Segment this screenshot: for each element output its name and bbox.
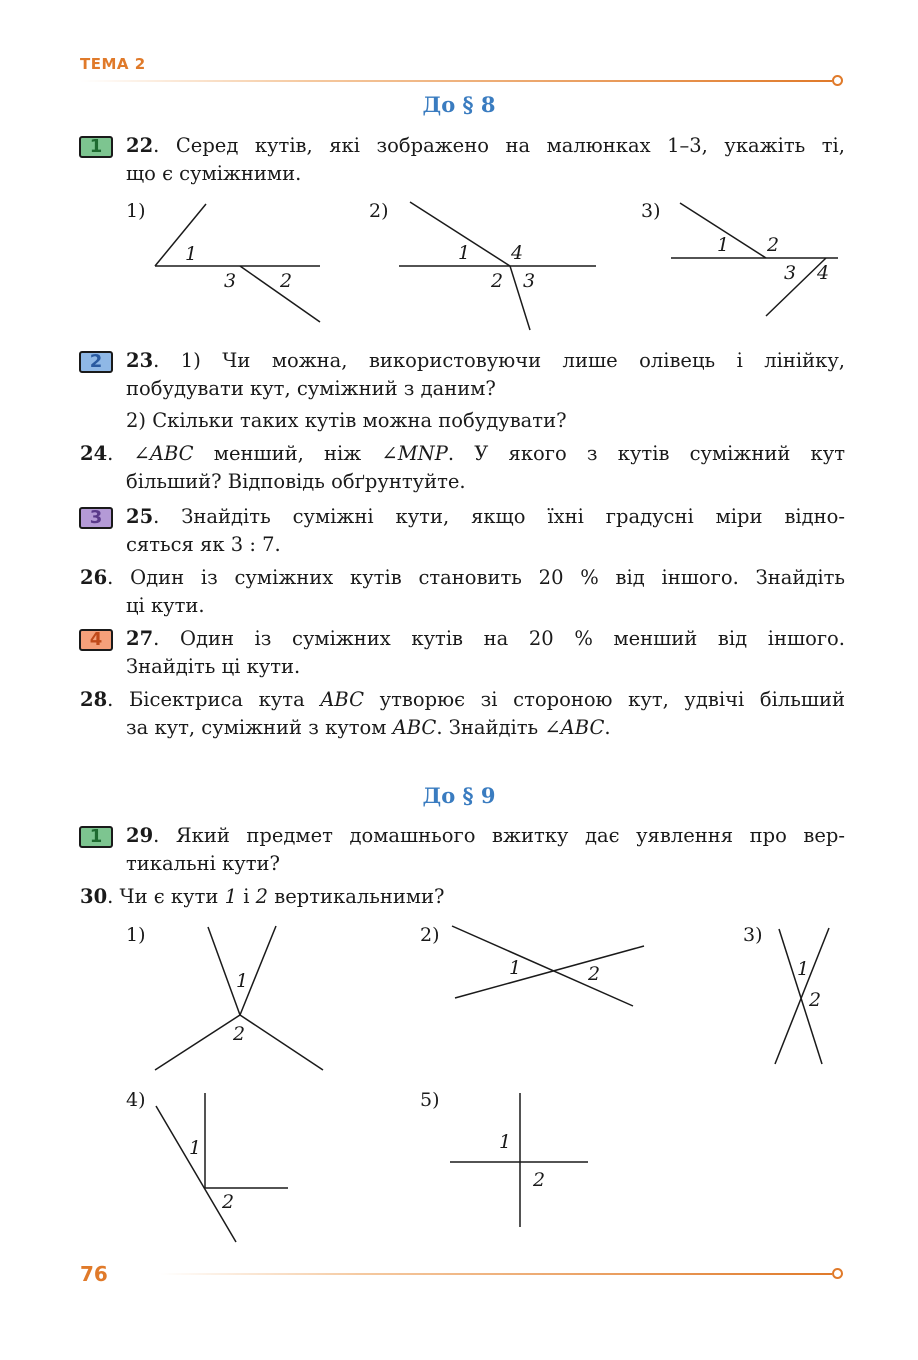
difficulty-badge-1: 1 — [79, 826, 113, 848]
difficulty-badge-1: 1 — [79, 136, 113, 158]
problem-text: сяться як 3 : 7. — [126, 533, 281, 556]
problem-text: . Знайдіть — [436, 716, 545, 739]
problem-text: . Чи є кути — [107, 885, 225, 908]
problem-24: 24. ∠ABC менший, ніж ∠MNP. У якого з кутів суміжний кут більший? Відповідь обґрунтуйте. — [80, 440, 845, 496]
problem-29 — [80, 822, 845, 878]
angle-label: 2 — [233, 1023, 246, 1045]
problem-number: 22 — [126, 134, 154, 157]
problem-number: 26 — [80, 566, 108, 589]
angle-label: 1 — [797, 958, 810, 980]
math-angle: ∠ABC — [133, 442, 194, 465]
angle-label: 1 — [185, 243, 198, 265]
angle-label: 2 — [491, 270, 504, 292]
problem-text: за кут, суміжний з кутом — [126, 716, 393, 739]
angle-label: 2 — [222, 1191, 235, 1213]
problem-text: менший, ніж — [193, 442, 382, 465]
angle-label: 2 — [809, 989, 822, 1011]
math-abc: ABC — [320, 688, 365, 711]
theme-label: ТЕМА 2 — [80, 55, 146, 73]
angle-label: 2 — [588, 963, 601, 985]
problem-text: вертикальними? — [268, 885, 445, 908]
problem-number: 29 — [126, 824, 154, 847]
problem-text: побудувати кут, суміжний з даним? — [126, 377, 496, 400]
angle-label: 3 — [224, 270, 237, 292]
figure-30-4 — [156, 1093, 288, 1242]
angle-label: 1 — [458, 242, 471, 264]
figure-30-2 — [452, 926, 644, 1006]
problem-number: 25 — [126, 505, 154, 528]
angle-label: 2 — [533, 1169, 546, 1191]
problem-text: . Серед кутів, які зображено на малюнках 1–3, укажіть ті, — [153, 134, 845, 157]
problem-text: . Знайдіть суміжні кути, якщо їхні градусні міри відно- — [153, 505, 845, 528]
figure-22-1 — [155, 204, 320, 322]
figure-label-2: 2) — [369, 200, 389, 222]
angle-label: 1 — [499, 1131, 512, 1153]
difficulty-badge-2: 2 — [79, 351, 113, 373]
figure-22-2 — [399, 202, 596, 330]
angle-label: 1 — [189, 1137, 202, 1159]
figure-30-1 — [155, 926, 323, 1070]
figure-30-3 — [775, 928, 829, 1064]
problem-number: 30 — [80, 885, 108, 908]
problem-26 — [80, 564, 845, 620]
problem-23 — [80, 347, 845, 435]
problem-25 — [80, 503, 845, 559]
angle-ref: 2 — [255, 885, 269, 908]
problem-30 — [80, 883, 845, 911]
difficulty-badge-3: 3 — [79, 507, 113, 529]
angle-label: 1 — [717, 234, 730, 256]
problem-text: утворює зі стороною кут, удвічі більший — [364, 688, 845, 711]
angle-label: 3 — [523, 270, 536, 292]
problem-text: тикальні кути? — [126, 852, 280, 875]
problem-text: . Який предмет домашнього вжитку дає уявлення про вер- — [153, 824, 845, 847]
problem-text: . Один із суміжних кутів на 20 % менший від іншого. — [153, 627, 845, 650]
problem-28 — [80, 686, 845, 742]
math-angle: ∠MNP — [381, 442, 448, 465]
figure-label-3: 3) — [743, 924, 763, 946]
problem-text: і — [237, 885, 256, 908]
problem-number: 27 — [126, 627, 154, 650]
figure-label-1: 1) — [126, 200, 146, 222]
problem-text: . У якого з кутів суміжний кут — [447, 442, 845, 465]
problem-text: ці кути. — [126, 594, 205, 617]
problem-number: 28 — [80, 688, 108, 711]
problem-text: більший? Відповідь обґрунтуйте. — [126, 470, 466, 493]
figure-30-5 — [450, 1093, 588, 1227]
math-abc: ABC — [392, 716, 437, 739]
problem-text: . Бісектриса кута — [107, 688, 321, 711]
problem-text: 2) Скільки таких кутів можна побудувати? — [126, 409, 567, 432]
angle-label: 4 — [511, 242, 524, 264]
problem-text: . 1) Чи можна, використовуючи лише олівець і лінійку, — [153, 349, 845, 372]
angle-ref: 1 — [224, 885, 237, 908]
problem-text: що є суміжними. — [126, 162, 302, 185]
figure-label-3: 3) — [641, 200, 661, 222]
figure-label-4: 4) — [126, 1089, 146, 1111]
problem-27 — [80, 625, 845, 681]
figure-label-5: 5) — [420, 1089, 440, 1111]
problem-text: . — [604, 716, 611, 739]
angle-label: 1 — [236, 970, 249, 992]
problem-text: . Один із суміжних кутів становить 20 % від іншого. Знайдіть — [107, 566, 845, 589]
figure-label-1: 1) — [126, 924, 146, 946]
math-angle: ∠ABC — [544, 716, 605, 739]
problem-number: 24 — [80, 442, 108, 465]
difficulty-badge-4: 4 — [79, 629, 113, 651]
footer-rule-end-circle — [832, 1268, 843, 1279]
section-heading-9: До § 9 — [422, 783, 496, 808]
angle-label: 2 — [280, 270, 293, 292]
section-heading-8: До § 8 — [422, 92, 496, 117]
footer-rule — [160, 1273, 832, 1275]
page-number: 76 — [80, 1262, 108, 1286]
angle-label: 3 — [784, 262, 797, 284]
angle-label: 1 — [509, 957, 522, 979]
figure-22-3 — [671, 203, 838, 316]
figure-label-2: 2) — [420, 924, 440, 946]
angle-label: 4 — [817, 262, 830, 284]
problem-number: 23 — [126, 349, 154, 372]
angle-label: 2 — [767, 234, 780, 256]
problem-text: Знайдіть ці кути. — [126, 655, 301, 678]
